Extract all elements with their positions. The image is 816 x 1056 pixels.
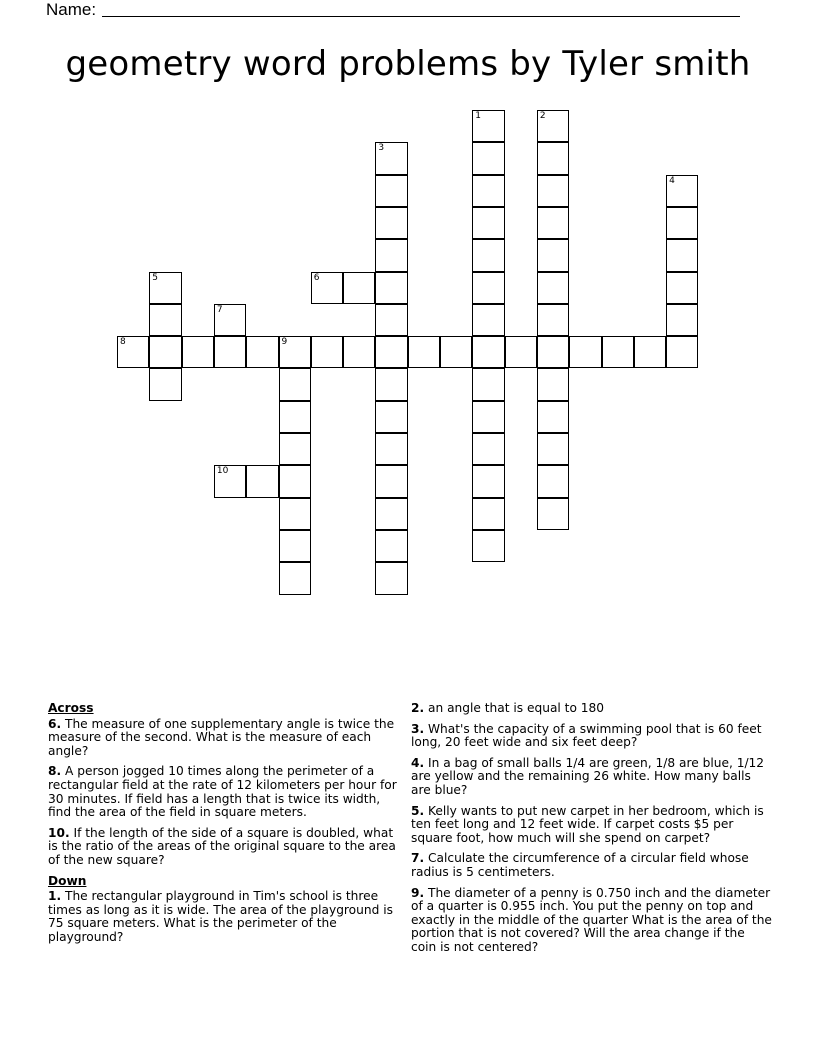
clue-number: 6. xyxy=(48,716,62,731)
puzzle-title: geometry word problems by Tyler smith xyxy=(65,44,751,84)
cell-number: 10 xyxy=(216,466,229,477)
clue-number: 5. xyxy=(411,803,425,818)
grid-cell[interactable] xyxy=(472,207,504,239)
grid-cell[interactable] xyxy=(375,175,407,207)
grid-cell[interactable] xyxy=(279,368,311,400)
clue-down-9 xyxy=(411,887,773,955)
grid-cell[interactable] xyxy=(182,336,214,368)
grid-cell[interactable] xyxy=(472,336,504,368)
grid-cell[interactable] xyxy=(279,498,311,530)
grid-cell[interactable] xyxy=(537,272,569,304)
grid-cell[interactable] xyxy=(569,336,601,368)
clue-text: What's the capacity of a swimming pool that is 60 feet long, 20 feet wide and six feet deep? xyxy=(411,721,762,750)
cell-number: 8 xyxy=(120,337,126,348)
cell-number: 5 xyxy=(152,272,159,283)
grid-cell[interactable] xyxy=(666,207,698,239)
clue-number: 10. xyxy=(48,825,70,840)
grid-cell[interactable] xyxy=(472,530,504,562)
grid-cell[interactable] xyxy=(537,207,569,239)
grid-cell[interactable] xyxy=(375,368,407,400)
grid-cell[interactable] xyxy=(537,142,569,174)
clue-number: 9. xyxy=(411,885,425,900)
grid-cell[interactable] xyxy=(246,336,278,368)
grid-cell[interactable] xyxy=(343,272,375,304)
grid-cell[interactable] xyxy=(375,239,407,271)
grid-cell[interactable] xyxy=(375,336,407,368)
grid-cell[interactable] xyxy=(375,562,407,594)
grid-cell[interactable] xyxy=(472,433,504,465)
grid-cell[interactable] xyxy=(537,304,569,336)
cell-number: 4 xyxy=(669,175,675,186)
grid-cell[interactable] xyxy=(214,465,246,497)
clue-text: A person jogged 10 times along the perimeter of a rectangular field at the rate of 12 kilometers per hour for 30 minutes. If field has a length that is twice its width, find the area of the field in square meters. xyxy=(48,764,397,820)
clue-number: 8. xyxy=(48,764,62,779)
grid-cell[interactable] xyxy=(472,239,504,271)
grid-cell[interactable] xyxy=(537,110,569,142)
grid-cell[interactable] xyxy=(537,336,569,368)
clue-number: 2. xyxy=(411,701,425,715)
grid-cell[interactable] xyxy=(279,562,311,594)
clues-left-column xyxy=(48,702,406,952)
across-header: Across xyxy=(48,701,94,715)
grid-cell[interactable] xyxy=(472,465,504,497)
clue-down-1 xyxy=(48,890,406,944)
grid-cell[interactable] xyxy=(375,207,407,239)
clue-text: If the length of the side of a square is doubled, what is the ratio of the areas of the original square to the area of the new square? xyxy=(48,825,396,867)
grid-cell[interactable] xyxy=(666,175,698,207)
grid-cell[interactable] xyxy=(472,304,504,336)
grid-cell[interactable] xyxy=(214,304,246,336)
cell-number: 1 xyxy=(475,111,482,121)
clue-across-6 xyxy=(48,718,406,759)
grid-cell[interactable] xyxy=(505,336,537,368)
grid-cell[interactable] xyxy=(375,433,407,465)
clue-text: The diameter of a penny is 0.750 inch and the diameter of a quarter is 0.955 inch. You put the penny on top and exactly in the middle of the quarter What is the area of the portion that is not covered? Will the area change if the coin is not centered? xyxy=(411,885,772,954)
grid-cell[interactable] xyxy=(279,465,311,497)
grid-cell[interactable] xyxy=(149,336,181,368)
name-label: Name: xyxy=(46,0,97,19)
cell-number: 7 xyxy=(216,304,223,315)
grid-cell[interactable] xyxy=(537,239,569,271)
grid-cell[interactable] xyxy=(246,465,278,497)
down-header: Down xyxy=(48,873,87,888)
grid-cell[interactable] xyxy=(666,304,698,336)
grid-cell[interactable] xyxy=(375,272,407,304)
clue-text: an angle that is equal to 180 xyxy=(428,701,605,715)
grid-cell[interactable] xyxy=(149,272,181,304)
grid-cell[interactable] xyxy=(472,110,504,142)
clue-number: 7. xyxy=(411,851,425,866)
cell-number: 9 xyxy=(281,337,288,348)
grid-cell[interactable] xyxy=(440,336,472,368)
clue-down-4 xyxy=(411,757,773,798)
clue-text: In a bag of small balls 1/4 are green, 1/8 are blue, 1/12 are yellow and the remaining 26 white. How many balls are blue? xyxy=(411,755,765,797)
grid-cell[interactable] xyxy=(634,336,666,368)
clue-down-5 xyxy=(411,805,773,846)
clue-text: Calculate the circumference of a circular field whose radius is 5 centimeters. xyxy=(411,851,749,879)
grid-cell[interactable] xyxy=(666,272,698,304)
grid-cell[interactable] xyxy=(279,530,311,562)
grid-cell[interactable] xyxy=(537,433,569,465)
grid-cell[interactable] xyxy=(279,336,311,368)
grid-cell[interactable] xyxy=(537,498,569,530)
grid-cell[interactable] xyxy=(149,304,181,336)
grid-cell[interactable] xyxy=(602,336,634,368)
grid-cell[interactable] xyxy=(537,175,569,207)
grid-cell[interactable] xyxy=(117,336,149,368)
grid-cell[interactable] xyxy=(472,272,504,304)
grid-cell[interactable] xyxy=(279,433,311,465)
grid-cell[interactable] xyxy=(149,368,181,400)
grid-cell[interactable] xyxy=(666,336,698,368)
grid-cell[interactable] xyxy=(472,498,504,530)
clue-text: Kelly wants to put new carpet in her bedroom, which is ten feet long and 12 feet wide. If carpet costs $5 per square foot, how much will she spend on carpet? xyxy=(411,803,764,845)
cell-number: 2 xyxy=(539,111,546,121)
clue-number: 3. xyxy=(411,721,425,736)
clue-across-8 xyxy=(48,765,406,819)
clue-text: The measure of one supplementary angle is twice the measure of the second. What is the measure of each angle? xyxy=(48,716,395,758)
grid-cell[interactable] xyxy=(375,465,407,497)
grid-cell[interactable] xyxy=(311,336,343,368)
grid-cell[interactable] xyxy=(375,498,407,530)
grid-cell[interactable] xyxy=(375,304,407,336)
grid-cell[interactable] xyxy=(343,336,375,368)
clue-number: 4. xyxy=(411,755,425,770)
clue-text: The rectangular playground in Tim's school is three times as long as it is wide. The area of the playground is 75 square meters. What is the perimeter of the playground? xyxy=(48,889,393,944)
grid-cell[interactable] xyxy=(408,336,440,368)
grid-cell[interactable] xyxy=(375,142,407,174)
grid-cell[interactable] xyxy=(472,175,504,207)
clues-right-column xyxy=(411,702,773,962)
grid-cell[interactable] xyxy=(537,401,569,433)
clue-number: 1. xyxy=(48,889,62,904)
grid-cell[interactable] xyxy=(375,530,407,562)
grid-cell[interactable] xyxy=(537,465,569,497)
cell-number: 6 xyxy=(313,272,320,283)
clue-across-10 xyxy=(48,827,406,868)
clue-down-7 xyxy=(411,852,773,879)
clue-down-3 xyxy=(411,723,773,750)
grid-cell[interactable] xyxy=(214,336,246,368)
grid-cell[interactable] xyxy=(666,239,698,271)
grid-cell[interactable] xyxy=(472,368,504,400)
grid-cell[interactable] xyxy=(311,272,343,304)
clue-down-2 xyxy=(411,702,773,716)
grid-cell[interactable] xyxy=(375,401,407,433)
cell-number: 3 xyxy=(378,143,385,154)
grid-cell[interactable] xyxy=(472,142,504,174)
grid-cell[interactable] xyxy=(279,401,311,433)
grid-cell[interactable] xyxy=(537,368,569,400)
grid-cell[interactable] xyxy=(472,401,504,433)
